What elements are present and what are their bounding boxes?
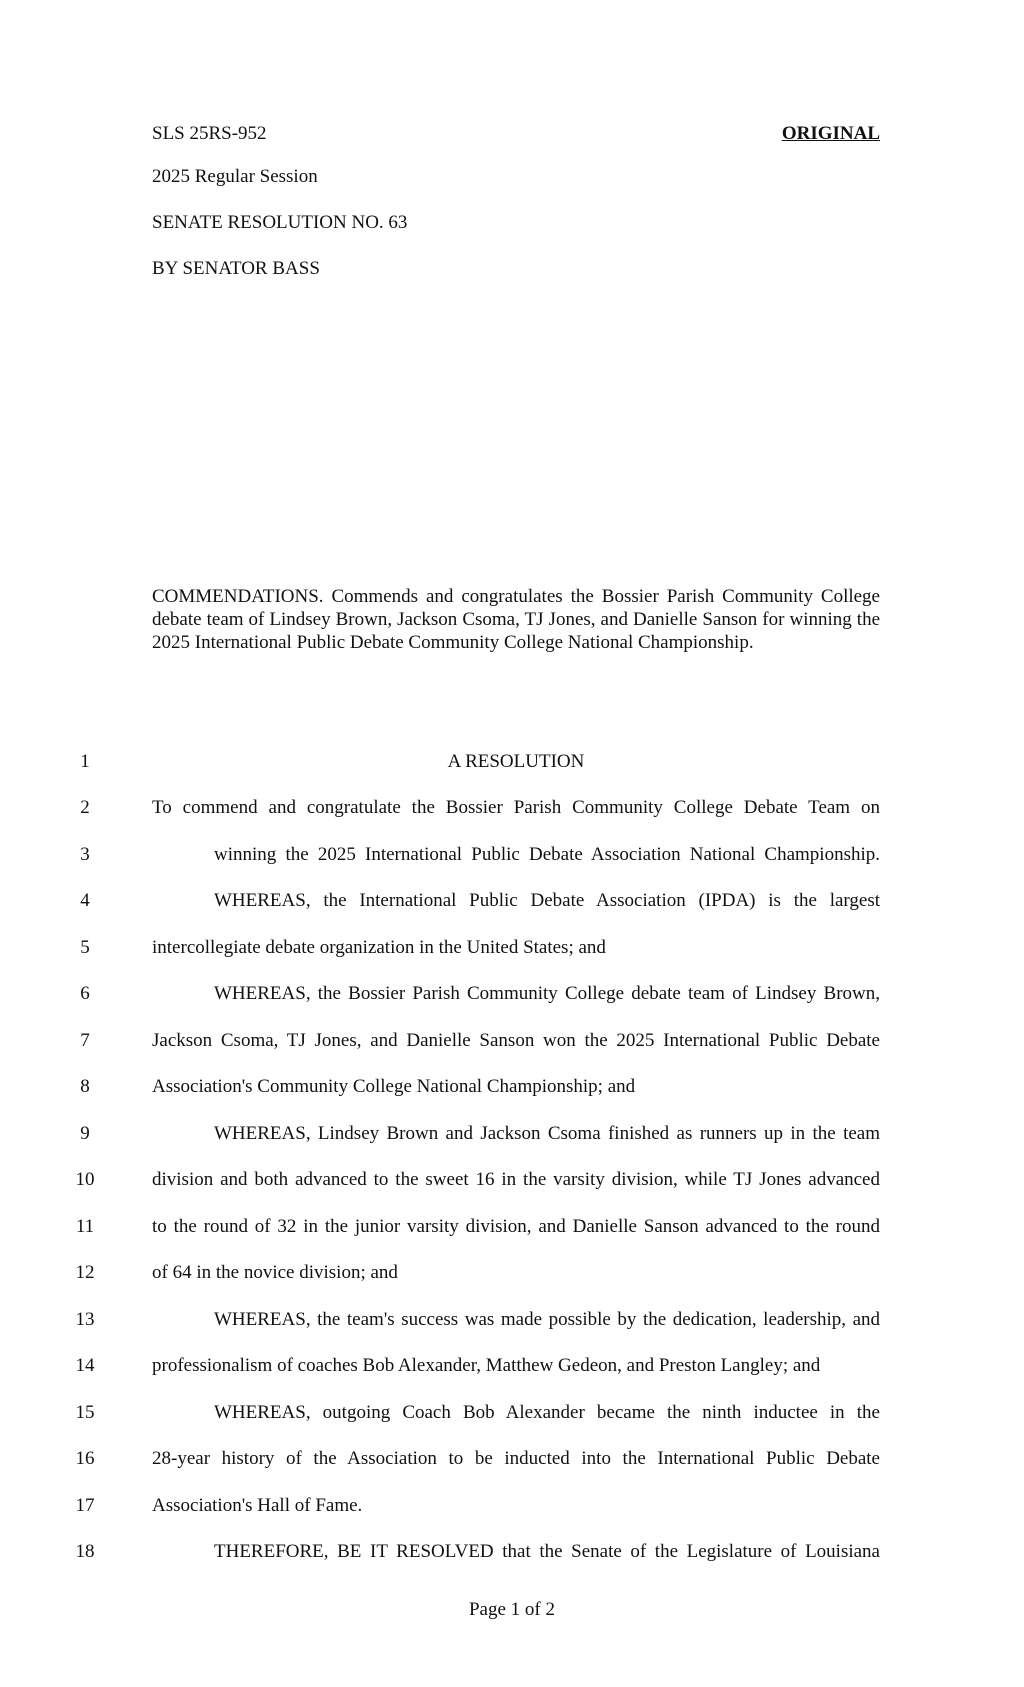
line-text: WHEREAS, the team's success was made possible by the dedication, leadership, and bbox=[214, 1309, 880, 1330]
line-number: 17 bbox=[75, 1495, 95, 1516]
line-number: 12 bbox=[75, 1262, 95, 1283]
bill-identifier: SLS 25RS-952 bbox=[152, 123, 267, 144]
line-number: 11 bbox=[75, 1216, 95, 1237]
line-number: 14 bbox=[75, 1355, 95, 1376]
line-text: WHEREAS, the Bossier Parish Community College debate team of Lindsey Brown, bbox=[214, 983, 880, 1004]
line-text: WHEREAS, outgoing Coach Bob Alexander became the ninth inductee in the bbox=[214, 1402, 880, 1423]
line-text: of 64 in the novice division; and bbox=[152, 1262, 398, 1283]
line-number: 9 bbox=[80, 1123, 90, 1144]
numbered-line bbox=[0, 796, 1024, 820]
line-text: THEREFORE, BE IT RESOLVED that the Senate of the Legislature of Louisiana bbox=[214, 1541, 880, 1562]
line-text: division and both advanced to the sweet 16 in the varsity division, while TJ Jones advanced bbox=[152, 1169, 880, 1190]
numbered-line bbox=[0, 750, 1024, 774]
numbered-line bbox=[0, 1261, 1024, 1285]
line-number: 15 bbox=[75, 1402, 95, 1423]
line-number: 2 bbox=[80, 797, 90, 818]
numbered-line bbox=[0, 1540, 1024, 1564]
numbered-line bbox=[0, 1494, 1024, 1518]
numbered-line bbox=[0, 1354, 1024, 1378]
numbered-line bbox=[0, 1168, 1024, 1192]
numbered-line bbox=[0, 982, 1024, 1006]
numbered-line bbox=[0, 1215, 1024, 1239]
line-text: WHEREAS, Lindsey Brown and Jackson Csoma finished as runners up in the team bbox=[214, 1123, 880, 1144]
line-number: 6 bbox=[80, 983, 90, 1004]
line-number: 10 bbox=[75, 1169, 95, 1190]
line-text: WHEREAS, the International Public Debate Association (IPDA) is the largest bbox=[214, 890, 880, 911]
numbered-line bbox=[0, 1075, 1024, 1099]
line-number: 1 bbox=[80, 751, 90, 772]
line-text: winning the 2025 International Public Debate Association National Championship. bbox=[214, 844, 880, 865]
numbered-line bbox=[0, 936, 1024, 960]
numbered-line bbox=[0, 843, 1024, 867]
line-text: Association's Hall of Fame. bbox=[152, 1495, 363, 1516]
line-text: professionalism of coaches Bob Alexander, Matthew Gedeon, and Preston Langley; and bbox=[152, 1355, 821, 1376]
line-number: 16 bbox=[75, 1448, 95, 1469]
line-text: Association's Community College National Championship; and bbox=[152, 1076, 636, 1097]
line-number: 18 bbox=[75, 1541, 95, 1562]
line-number: 4 bbox=[80, 890, 90, 911]
numbered-line bbox=[0, 889, 1024, 913]
line-number: 3 bbox=[80, 844, 90, 865]
line-text: intercollegiate debate organization in the United States; and bbox=[152, 937, 606, 958]
line-number: 8 bbox=[80, 1076, 90, 1097]
line-text: To commend and congratulate the Bossier Parish Community College Debate Team on bbox=[152, 797, 880, 818]
numbered-line bbox=[0, 1401, 1024, 1425]
line-number: 7 bbox=[80, 1030, 90, 1051]
version-label: ORIGINAL bbox=[781, 123, 880, 144]
line-number: 13 bbox=[75, 1309, 95, 1330]
digest-summary: COMMENDATIONS. Commends and congratulates the Bossier Parish Community College debate team of Lindsey Brown, Jackson Csoma, TJ Jones, and Danielle Sanson for winning the 2025 International Public Debate Community College National Championship. bbox=[152, 586, 880, 653]
page-number: Page 1 of 2 bbox=[468, 1599, 555, 1620]
numbered-line bbox=[0, 1308, 1024, 1332]
line-number: 5 bbox=[80, 937, 90, 958]
sponsor-label: BY SENATOR BASS bbox=[152, 258, 320, 279]
numbered-line bbox=[0, 1029, 1024, 1053]
line-text: Jackson Csoma, TJ Jones, and Danielle Sanson won the 2025 International Public Debate bbox=[152, 1030, 880, 1051]
numbered-line bbox=[0, 1122, 1024, 1146]
numbered-line bbox=[0, 1447, 1024, 1471]
line-text: to the round of 32 in the junior varsity division, and Danielle Sanson advanced to the round bbox=[152, 1216, 880, 1237]
resolution-number: SENATE RESOLUTION NO. 63 bbox=[152, 212, 408, 233]
session-label: 2025 Regular Session bbox=[152, 166, 318, 187]
resolution-title: A RESOLUTION bbox=[447, 751, 585, 772]
line-text: 28-year history of the Association to be inducted into the International Public Debate bbox=[152, 1448, 880, 1469]
